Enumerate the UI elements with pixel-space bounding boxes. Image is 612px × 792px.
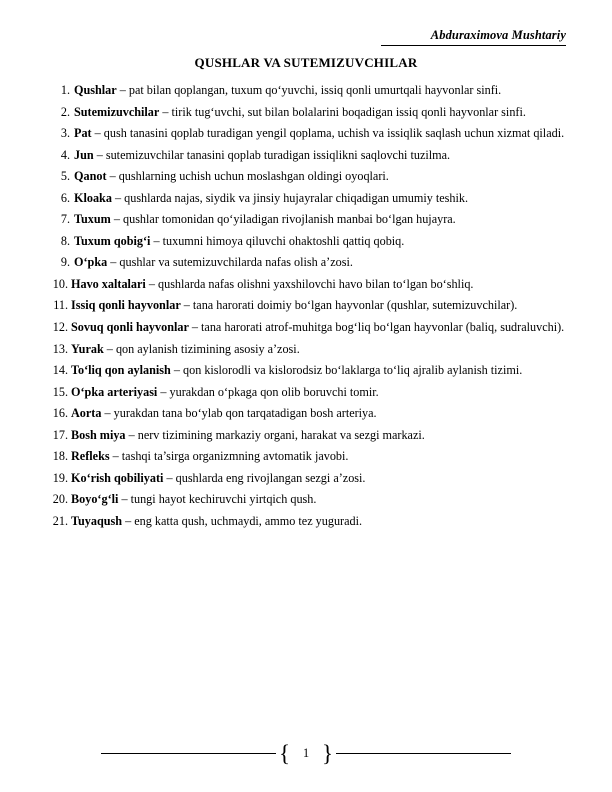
term-entry xyxy=(44,210,568,229)
term-definition: – tuxumni himoya qiluvchi ohaktoshli qattiq qobiq. xyxy=(150,233,405,248)
term-name: Bosh miya xyxy=(71,427,126,442)
term-definition: – sutemizuvchilar tanasini qoplab turadigan issiqlikni saqlovchi tuzilma. xyxy=(93,147,451,162)
author-underline xyxy=(381,45,566,46)
term-number: 5. xyxy=(60,169,70,184)
term-definition: – tashqi ta’sirga organizmning avtomatik javobi. xyxy=(109,449,349,464)
term-number: 18. xyxy=(52,449,68,464)
term-number: 1. xyxy=(60,83,70,97)
term-name: O‘pka xyxy=(74,255,108,270)
term-entry xyxy=(44,167,568,186)
term-entry xyxy=(44,275,568,294)
term-name: Tuxum qobig‘i xyxy=(74,233,151,248)
term-name: O‘pka arteriyasi xyxy=(71,384,158,399)
term-definition: – yurakdan o‘pkaga qon olib boruvchi tomir. xyxy=(157,384,379,399)
term-number: 14. xyxy=(52,363,68,378)
page-title: QUSHLAR VA SUTEMIZUVCHILAR xyxy=(194,55,418,70)
term-entry xyxy=(44,296,568,315)
term-entry xyxy=(44,361,568,380)
term-name: Pat xyxy=(74,126,92,141)
term-name: Refleks xyxy=(71,449,110,464)
term-number: 6. xyxy=(60,190,70,205)
term-entry xyxy=(44,232,568,251)
term-name: Havo xaltalari xyxy=(71,276,146,291)
term-definition: – tana harorati atrof-muhitga bog‘liq bo‘lgan hayvonlar (baliq, sudraluvchi). xyxy=(188,320,565,335)
term-number: 21. xyxy=(52,513,68,528)
term-name: Aorta xyxy=(71,406,102,421)
term-number: 12. xyxy=(52,320,68,335)
term-definition: – qon aylanish tizimining asosiy a’zosi. xyxy=(103,341,300,356)
term-number: 3. xyxy=(60,126,70,141)
term-number: 15. xyxy=(52,384,68,399)
term-definition: – yurakdan tana bo‘ylab qon tarqatadigan bosh arteriya. xyxy=(101,406,377,421)
term-name: Yurak xyxy=(71,341,104,356)
term-entry xyxy=(44,512,568,531)
term-name: Sovuq qonli hayvonlar xyxy=(71,320,189,335)
term-number: 16. xyxy=(52,406,68,421)
term-entry xyxy=(44,469,568,488)
term-definition: – qushlarda najas, siydik va jinsiy hujayralar chiqadigan umumiy teshik. xyxy=(111,190,469,205)
term-definition: – pat bilan qoplangan, tuxum qo‘yuvchi, issiq qonli umurtqali hayvonlar sinfi. xyxy=(116,83,502,97)
page-number: 1 xyxy=(302,745,310,760)
term-definition: – qushlarda eng rivojlangan sezgi a’zosi. xyxy=(163,470,366,485)
term-definition: – eng katta qush, uchmaydi, ammo tez yuguradi. xyxy=(122,513,363,528)
term-name: To‘liq qon aylanish xyxy=(71,363,171,378)
term-entry xyxy=(44,253,568,272)
term-number: 19. xyxy=(52,470,68,485)
term-name: Boyo‘g‘li xyxy=(71,492,119,507)
author-name: Abduraximova Mushtariy xyxy=(430,28,566,42)
term-name: Qanot xyxy=(74,169,107,184)
term-number: 17. xyxy=(52,427,68,442)
term-definition: – qush tanasini qoplab turadigan yengil qoplama, uchish va issiqlik saqlash uchun xizmat qiladi. xyxy=(91,126,565,141)
term-entry xyxy=(44,340,568,359)
term-entry xyxy=(44,103,568,122)
footer-brace-left: { xyxy=(278,740,290,766)
term-entry xyxy=(44,318,568,337)
term-name: Ko‘rish qobiliyati xyxy=(71,470,164,485)
term-number: 7. xyxy=(60,212,70,227)
term-definition: – qushlar tomonidan qo‘yiladigan rivojlanish manbai bo‘lgan hujayra. xyxy=(110,212,456,227)
term-number: 20. xyxy=(52,492,68,507)
term-number: 10. xyxy=(52,276,68,291)
term-entry xyxy=(44,447,568,466)
term-name: Sutemizuvchilar xyxy=(74,104,160,119)
term-name: Jun xyxy=(74,147,94,162)
term-definition: – qushlar va sutemizuvchilarda nafas olish a’zosi. xyxy=(107,255,353,270)
term-definition: – tungi hayot kechiruvchi yirtqich qush. xyxy=(118,492,317,507)
term-entry xyxy=(44,490,568,509)
term-name: Issiq qonli hayvonlar xyxy=(71,298,181,313)
term-number: 9. xyxy=(60,255,70,270)
term-definition: – tirik tug‘uvchi, sut bilan bolalarini boqadigan issiq qonli hayvonlar sinfi. xyxy=(159,104,526,119)
term-name: Kloaka xyxy=(74,190,112,205)
term-number: 13. xyxy=(52,341,68,356)
term-entry xyxy=(44,124,568,143)
term-number: 2. xyxy=(60,104,70,119)
term-entry xyxy=(44,404,568,423)
page-footer xyxy=(0,740,612,766)
term-definition: – nerv tizimining markaziy organi, harakat va sezgi markazi. xyxy=(125,427,425,442)
terms-list xyxy=(44,81,568,530)
term-name: Tuyaqush xyxy=(71,513,123,528)
term-number: 11. xyxy=(53,298,68,313)
term-entry xyxy=(44,189,568,208)
term-definition: – tana harorati doimiy bo‘lgan hayvonlar (qushlar, sutemizuvchilar). xyxy=(180,298,518,313)
footer-brace-right: } xyxy=(322,740,334,766)
term-entry xyxy=(44,81,568,100)
footer-rule-left xyxy=(101,753,276,754)
term-entry xyxy=(44,383,568,402)
term-definition: – qushlarda nafas olishni yaxshilovchi havo bilan to‘lgan bo‘shliq. xyxy=(145,276,474,291)
term-name: Tuxum xyxy=(74,212,111,227)
term-number: 4. xyxy=(60,147,70,162)
term-definition: – qushlarning uchish uchun moslashgan oldingi oyoqlari. xyxy=(106,169,389,184)
term-entry xyxy=(44,146,568,165)
footer-rule-right xyxy=(336,753,511,754)
term-entry xyxy=(44,426,568,445)
term-name: Qushlar xyxy=(74,83,117,97)
term-number: 8. xyxy=(60,233,70,248)
term-definition: – qon kislorodli va kislorodsiz bo‘laklarga to‘liq ajralib aylanish tizimi. xyxy=(170,363,523,378)
